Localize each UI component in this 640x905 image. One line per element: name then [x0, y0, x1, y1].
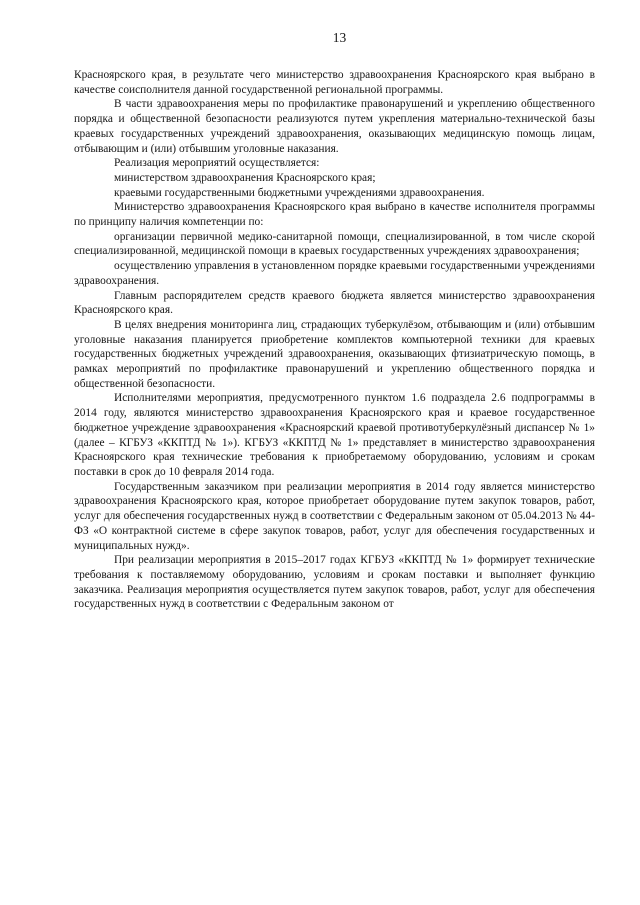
paragraph: министерством здравоохранения Красноярского края;	[114, 171, 376, 184]
paragraph: Главным распорядителем средств краевого бюджета является министерство здравоохранения Красноярского края.	[74, 289, 595, 317]
paragraph: Красноярского края, в результате чего министерство здравоохранения Красноярского края выбрано в качестве соисполнителя данной государственной региональной программы.	[74, 69, 595, 96]
paragraph: осуществлению управления в установленном порядке краевыми государственными учреждениями здравоохранения.	[74, 260, 595, 287]
document-body	[74, 68, 595, 612]
paragraph: В целях внедрения мониторинга лиц, страдающих туберкулёзом, отбывающим и (или) отбывшим уголовные наказания планируется приобретение комплектов компьютерной техники для краевых государственных бюджетных учреждений здравоохранения, оказывающих фтизиатрическую помощь, в рамках мероприятий по профилактике правонарушений и укреплению общественного порядка и общественной безопасности.	[74, 318, 595, 390]
paragraph: В части здравоохранения меры по профилактике правонарушений и укреплению общественного порядка и общественной безопасности реализуются путем укрепления материально-технической базы краевых государственных учреждений здравоохранения, оказывающих медицинскую помощь лицам, отбывающим и (или) отбывшим уголовные наказания.	[74, 98, 595, 155]
paragraph: Министерство здравоохранения Красноярского края выбрано в качестве исполнителя программы по принципу наличия компетенции по:	[74, 201, 595, 229]
paragraph: При реализации мероприятия в 2015–2017 годах КГБУЗ «ККПТД № 1» формирует технические требования к поставляемому оборудованию, условиям и срокам поставки и выполняет функцию заказчика. Реализация мероприятия осуществляется путем закупок товаров, работ, услуг для обеспечения государственных нужд в соответствии с Федеральным законом от	[74, 554, 595, 611]
paragraph: Реализация мероприятий осуществляется:	[114, 157, 320, 170]
paragraph: краевыми государственными бюджетными учреждениями здравоохранения.	[114, 186, 485, 199]
paragraph: организации первичной медико-санитарной помощи, специализированной, в том числе скорой специализированной, медицинской помощи в краевых государственных учреждениях здравоохранения;	[74, 230, 595, 258]
paragraph: Государственным заказчиком при реализации мероприятия в 2014 году является министерство здравоохранения Красноярского края, которое приобретает оборудование путем закупок товаров, работ, услуг для обеспечения государственных нужд в соответствии с Федеральным законом от 05.04.2013 № 44-ФЗ «О контрактной системе в сфере закупок товаров, работ, услуг для обеспечения государственных и муниципальных нужд».	[74, 480, 595, 552]
page-number: 13	[332, 30, 347, 45]
paragraph: Исполнителями мероприятия, предусмотренного пунктом 1.6 подраздела 2.6 подпрограммы в 2014 году, являются министерство здравоохранения Красноярского края и краевое государственное бюджетное учреждение здравоохранения «Красноярский краевой противотуберкулёзный диспансер № 1» (далее – КГБУЗ «ККПТД № 1»). КГБУЗ «ККПТД № 1» представляет в министерство здравоохранения Красноярского края технические требования к приобретаемому оборудованию, условиям и срокам поставки в срок до 10 февраля 2014 года.	[74, 392, 595, 478]
